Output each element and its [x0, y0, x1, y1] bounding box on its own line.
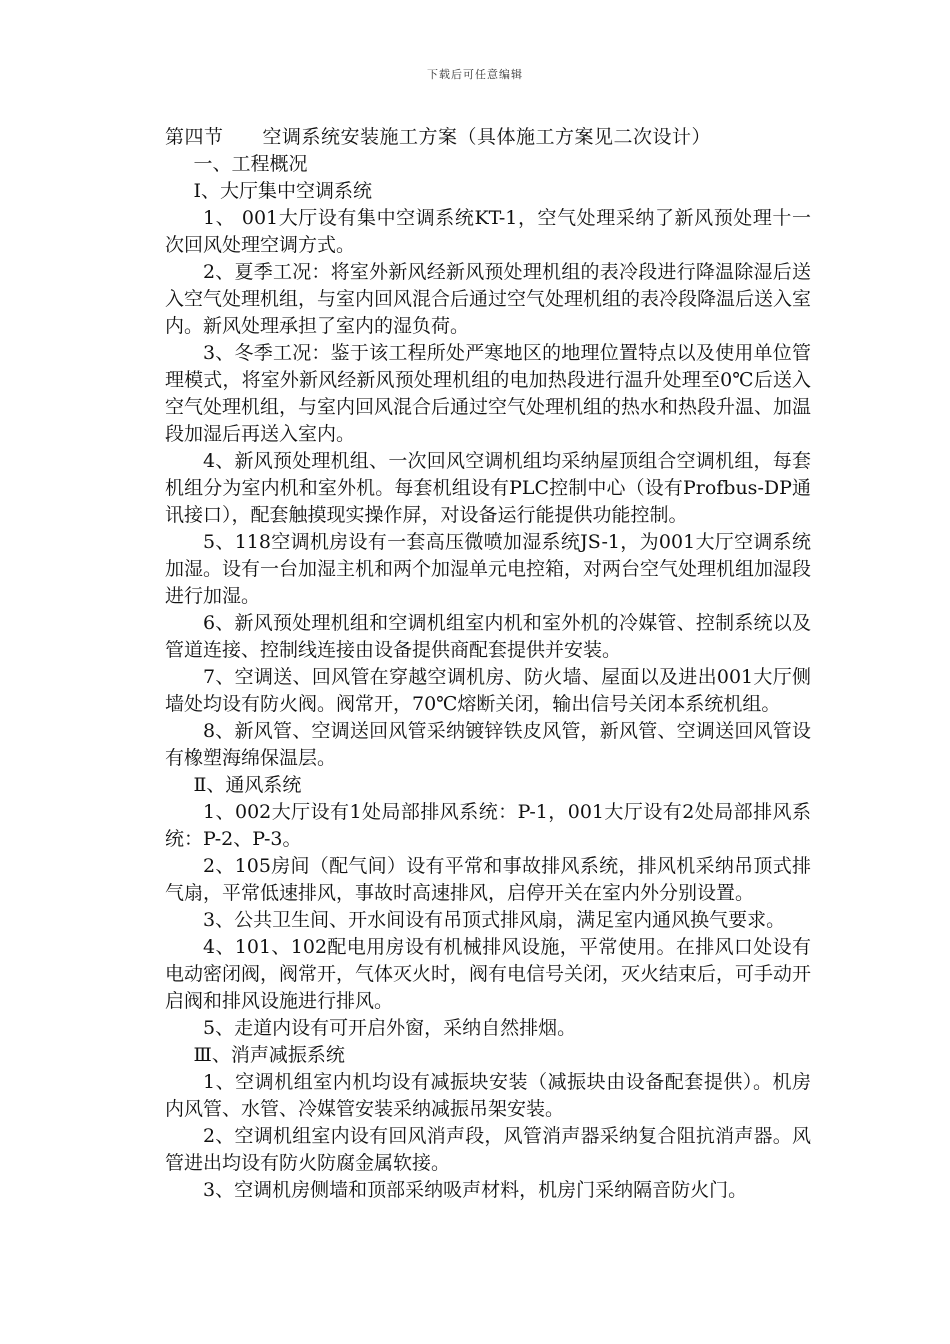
- page-header-note: 下载后可任意编辑: [427, 68, 523, 81]
- paragraph-ac-5: 5、118空调机房设有一套高压微喷加湿系统JS-1，为001大厅空调系统加湿。设有一台加湿主机和两个加湿单元电控箱，对两台空气处理机组加湿段进行加湿。: [165, 531, 812, 607]
- paragraph-ac-4: 4、新风预处理机组、一次回风空调机组均采纳屋顶组合空调机组，每套机组分为室内机和室外机。每套机组设有PLC控制中心（设有Profbus-DP通讯接口），配套触摸现实操作屏，对设备运行能提供功能控制。: [165, 450, 811, 526]
- paragraph-vent-4: 4、101、102配电用房设有机械排风设施，平常使用。在排风口处设有电动密闭阀，阀常开，气体灭火时，阀有电信号关闭，灭火结束后，可手动开启阀和排风设施进行排风。: [165, 936, 812, 1012]
- paragraph-ac-8: 8、新风管、空调送回风管采纳镀锌铁皮风管，新风管、空调送回风管设有橡塑海绵保温层。: [165, 720, 811, 769]
- paragraph-ac-7: 7、空调送、回风管在穿越空调机房、防火墙、屋面以及进出001大厅侧墙处均设有防火阀。阀常开，70℃熔断关闭，输出信号关闭本系统机组。: [165, 666, 811, 715]
- paragraph-ac-6: 6、新风预处理机组和空调机组室内机和室外机的冷媒管、控制系统以及管道连接、控制线连接由设备提供商配套提供并安装。: [165, 612, 811, 661]
- subheading-central-ac: Ⅰ、大厅集中空调系统: [193, 180, 373, 202]
- paragraph-ac-2: 2、夏季工况：将室外新风经新风预处理机组的表冷段进行降温除湿后送入空气处理机组，与室内回风混合后通过空气处理机组的表冷段降温后送入室内。新风处理承担了室内的湿负荷。: [165, 261, 812, 337]
- heading-overview: 一、工程概况: [193, 153, 308, 175]
- paragraph-vent-2: 2、105房间（配气间）设有平常和事故排风系统，排风机采纳吊顶式排气扇，平常低速排风，事故时高速排风，启停开关在室内外分别设置。: [165, 855, 811, 904]
- document-body: [165, 124, 811, 1204]
- paragraph-noise-3: 3、空调机房侧墙和顶部采纳吸声材料，机房门采纳隔音防火门。: [203, 1179, 748, 1201]
- section-title: 第四节 空调系统安装施工方案（具体施工方案见二次设计）: [165, 126, 712, 148]
- paragraph-noise-1: 1、空调机组室内机均设有减振块安装（减振块由设备配套提供）。机房内风管、水管、冷媒管安装采纳减振吊架安装。: [165, 1071, 811, 1120]
- paragraph-ac-3: 3、冬季工况：鉴于该工程所处严寒地区的地理位置特点以及使用单位管理模式，将室外新风经新风预处理机组的电加热段进行温升处理至0℃后送入空气处理机组，与室内回风混合后通过空气处理机组的热水和热段升温、加温段加湿后再送入室内。: [165, 342, 812, 445]
- subheading-noise-vibration: Ⅲ、消声减振系统: [193, 1044, 345, 1066]
- subheading-ventilation: Ⅱ、通风系统: [193, 774, 302, 796]
- paragraph-vent-3: 3、公共卫生间、开水间设有吊顶式排风扇，满足室内通风换气要求。: [203, 909, 786, 931]
- paragraph-ac-1: 1、 001大厅设有集中空调系统KT-1，空气处理采纳了新风预处理十一次回风处理空调方式。: [165, 207, 811, 256]
- paragraph-noise-2: 2、空调机组室内设有回风消声段，风管消声器采纳复合阻抗消声器。风管进出均设有防火防腐金属软接。: [165, 1125, 811, 1174]
- paragraph-vent-5: 5、走道内设有可开启外窗，采纳自然排烟。: [203, 1017, 577, 1039]
- paragraph-vent-1: 1、002大厅设有1处局部排风系统：P-1，001大厅设有2处局部排风系统：P-2、P-3。: [165, 801, 811, 850]
